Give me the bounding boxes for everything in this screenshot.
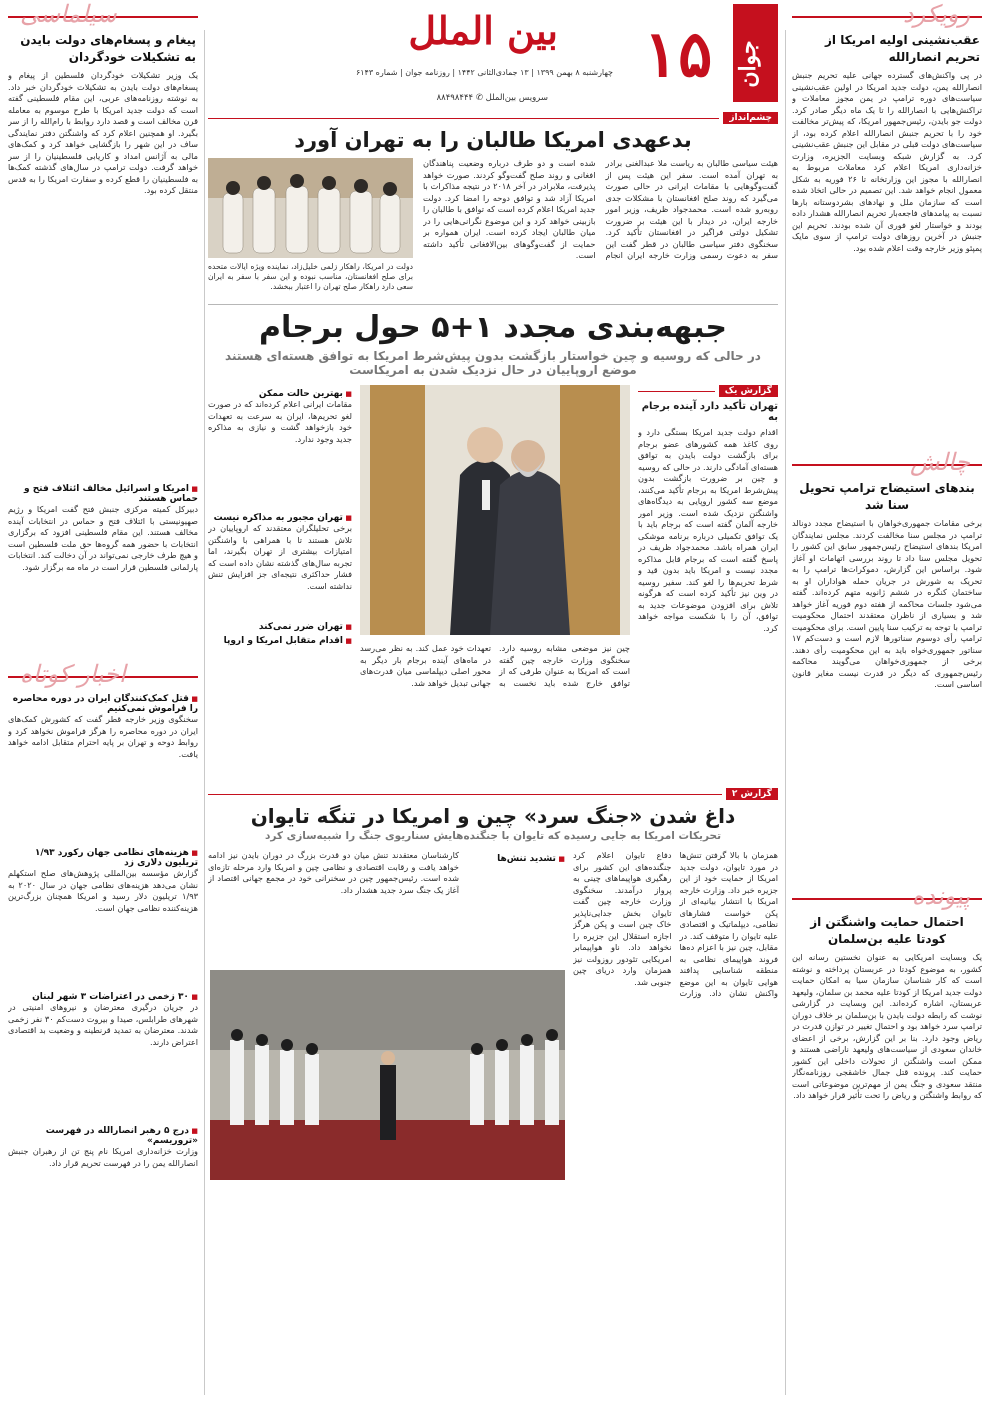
article-body: در پی واکنش‌های گسترده جهانی علیه تحریم جنبش انصارالله یمن، دولت جدید امریکا در اولین عقب‌نشینی سیاست‌های دوره ترامپ در یمن مجوز معاملات و تراکنش‌هایی با انصارالله را تا یک ماه دیگر صادر کرد. دولت جو بایدن، رئیس‌جمهور امریکا، که پیش‌تر مخالفت خود را با تحریم جنبش انصارالله اعلام کرده بود، از سیاست‌های دولت قبلی در مقابل این جنبش عقب‌نشینی کرد. به گزارش شبکه وبسایت الجزیره، وزارت خزانه‌داری امریکا اعلام کرد معاملات مربوط به انصارالله با مجوز این وزارتخانه تا ۲۶ فوریه به شکل معمول انجام خواهد شد. این تصمیم در حالی اتخاذ شده است که سازمان ملل و نهادهای بشردوستانه بارها نسبت به پیامدهای فاجعه‌بار تحریم انصارالله هشدار داده بودند و خواستار لغو فوری آن شده بودند. تحریم این جنبش در آخرین روزهای دولت ترامپ از سوی مایک پمپئو وزیر خارجه وقت اعلام شده بود. bbox=[792, 70, 982, 253]
section-bar bbox=[208, 788, 778, 800]
top-body-2: دولت در امریکا، راهکار زلمی خلیل‌زاد، نماینده ویژه ایالات متحده برای صلح افغانستان، مناسب نبوده و این سفر با سفر به ایران سعی دارد راهکار صلح تهران را اعتبار ببخشد. bbox=[208, 262, 413, 291]
news-body: در جریان درگیری معترضان و نیروهای امنیتی در شهرهای طرابلس، صیدا و بیروت دست‌کم ۳۰ نفر زخمی شدند. معترضان به تمدید قرنطینه و وضعیت بد اقتصادی اعتراض دارند. bbox=[8, 1002, 198, 1047]
taliban-delegation-photo bbox=[208, 158, 413, 258]
top-headline: بدعهدی امریکا طالبان را به تهران آورد bbox=[294, 128, 692, 152]
subhead: ■ تهران مجبور به مذاکره نیست bbox=[208, 513, 352, 523]
section-ribbon-left-1 bbox=[8, 0, 198, 30]
news-title: ■ ۳۰ زخمی در اعتراضات ۳ شهر لبنان bbox=[8, 992, 198, 1002]
section-label: پیونده bbox=[911, 882, 970, 910]
second-story bbox=[208, 850, 778, 1185]
second-subtitle: تحریکات امریکا به جایی رسیده که تایوان با جنگنده‌هایش سناریوی جنگ را شبیه‌سازی کرد bbox=[264, 830, 722, 842]
article-title: بندهای استیضاح ترامپ تحویل سنا شد bbox=[799, 481, 975, 512]
news-title: ■ قتل کمک‌کنندگان ایران در دوره محاصره را فراموش نمی‌کنیم bbox=[8, 694, 198, 714]
main-body-3: مقامات ایرانی اعلام کرده‌اند که در صورت لغو تحریم‌ها، ایران به سرعت به تعهدات خود بازخواهد گشت و نیازی به مذاکره جدید وجود ندارد. bbox=[208, 399, 352, 444]
top-body: هیئت سیاسی طالبان به ریاست ملا عبدالغنی برادر به تهران آمده است. سفر این هیئت پس از گفت‌وگوهایی با مقامات ایرانی در حالی صورت می‌گیرد که روند صلح افغانستان با مشکلات جدی روبه‌رو شده است. محمدجواد ظریف، وزیر امور خارجه ایران، در دیدار با این هیئت بر ضرورت تشکیل دولتی فراگیر در افغانستان تأکید کرد. سخنگوی دفتر سیاسی طالبان در قطر گفت این سفر به دعوت رسمی وزارت خارجه ایران انجام شده است و دو طرف درباره وضعیت پناهندگان افغانی و روند صلح گفت‌وگو کردند. صورت خواهد پذیرفت، ملابرادر در آخر ۲۰۱۸ در نتیجه مذاکرات با امریکا آزاد شد و توافق دوحه را امضا کرد. دولت جدید امریکا اعلام کرده است که توافق با طالبان را بازبینی خواهد کرد و این موضوع نگرانی‌هایی را در میان طالبان ایجاد کرده است. ایران همواره بر حمایت از گفت‌وگوهای بین‌الافغانی تأکید داشته است. bbox=[423, 158, 778, 260]
left-column bbox=[8, 0, 198, 1405]
brand-name: بين الملل bbox=[408, 8, 558, 53]
section-label: رویکرد bbox=[902, 0, 970, 28]
section-ribbon-right-1 bbox=[792, 0, 982, 30]
second-body-2: کارشناسان معتقدند تنش میان دو قدرت بزرگ در دوران بایدن نیز ادامه خواهد یافت و رقابت اقتصادی و نظامی چین و امریکا وارد مرحله تازه‌ای شده است. رئیس‌جمهور چین در سخنرانی خود در مجمع جهانی اقتصاد از آغاز یک جنگ سرد جدید هشدار داد. bbox=[208, 850, 459, 895]
section-label: چالش bbox=[909, 448, 970, 476]
article-body: یک وزیر تشکیلات خودگردان فلسطین از پیغام و پسغام‌های دولت بایدن به تشکیلات خودگردان خبر داد. به نوشته روزنامه‌های عربی، این مقام فلسطینی گفته است که دولت جدید امریکا با طرح موسوم به معامله قرن مخالف است و قصد دارد روابط با رام‌الله را از سر بگیرد. او همچنین اعلام کرد که واشنگتن دفتر نمایندگی ساف در این شهر را بازگشایی خواهد کرد و کمک‌های مالی به آژانس امداد و کاریابی فلسطینیان را از سر خواهد گرفت. دولت ترامپ در سال‌های گذشته کمک‌ها به فلسطینیان را قطع کرده و سفارت امریکا را به قدس منتقل کرده بود. bbox=[8, 70, 198, 195]
article-body: یک وبسایت امریکایی به عنوان نخستین رسانه این کشور، به موضوع کودتا در عربستان پرداخته و نوشته است که کار شناسان سازمان سیا به امکان حمایت دولت جدید امریکا از کودتا علیه محمد بن سلمان، ولیعهد عربستان، اشاره کرده‌اند. این وبسایت در گزارشی نوشت که رابطه دولت بایدن با بن‌سلمان بر خلاف دوران ترامپ سرد خواهد بود و احتمال تغییر در توازن قدرت در ریاض وجود دارد. بنا بر این گزارش، برخی از اعضای خاندان سعودی از سیاست‌های ولیعهد ناراضی هستند و ممکن است واشنگتن از تحولات داخلی این کشور حمایت کند. پرونده قتل جمال خاشقجی روزنامه‌نگار منتقد سعودی و جنگ یمن از مهم‌ترین موضوعاتی است که روابط واشنگتن و ریاض را تحت تأثیر قرار خواهد داد. bbox=[792, 952, 982, 1100]
zarif-maas-photo bbox=[360, 385, 630, 635]
news-body: گزارش مؤسسه بین‌المللی پژوهش‌های صلح استکهلم نشان می‌دهد هزینه‌های نظامی جهان در سال ۲۰۲۰ به ۱/۹۳ تریلیون دلار رسید و امریکا همچنان بزرگ‌ترین هزینه‌کننده نظامی جهان است. bbox=[8, 868, 198, 913]
subhead: ■ امریکا و اسرائیل مخالف ائتلاف فتح و حماس هستند bbox=[8, 484, 198, 504]
main-photo-col bbox=[360, 385, 630, 780]
second-text-row bbox=[208, 850, 565, 970]
issue-info: چهارشنبه ۸ بهمن ۱۳۹۹ | ۱۳ جمادی‌الثانی ۱۴۴۲ | روزنامه جوان | شماره ۶۱۴۳ bbox=[355, 68, 613, 77]
top-story bbox=[208, 158, 778, 298]
paper-logo bbox=[623, 4, 778, 102]
editor-line: سرویس بین‌الملل ✆ ۸۸۴۹۸۴۴۴ bbox=[436, 93, 548, 103]
top-photo-block bbox=[208, 158, 413, 298]
column-divider bbox=[785, 30, 786, 1395]
news-title: ■ درج ۵ رهبر انصارالله در فهرست «تروریسم» bbox=[8, 1126, 198, 1146]
section-ribbon-right-2 bbox=[792, 448, 982, 478]
section-label: اخبار کوتاه bbox=[20, 660, 126, 688]
section-ribbon-right-3 bbox=[792, 882, 982, 912]
center-column bbox=[208, 0, 778, 1405]
subhead: ■ تشدید تنش‌ها bbox=[465, 854, 565, 864]
article-title: عقب‌نشینی اولیه امریکا از تحریم انصارالله bbox=[825, 33, 980, 64]
section-label: سیلماسی bbox=[20, 0, 117, 28]
article-body: برخی مقامات جمهوری‌خواهان با استیضاح مجدد دونالد ترامپ در مجلس سنا مخالفت کردند. مجلس نمایندگان امریکا بندهای استیضاح رئیس‌جمهور سابق این کشور را تحویل مجلس سنا داد تا روند بررسی اتهامات او آغاز شود. براساس این گزارش، دموکرات‌ها ترامپ را به تحریک به شورش در جریان حمله هواداران او به ساختمان کنگره در ششم ژانویه متهم کرده‌اند. گفته می‌شود جلسات محاکمه از هفته دوم فوریه آغاز خواهد شد و بسیاری از ناظران معتقدند احتمال محکومیت ترامپ با توجه به ترکیب سنا پایین است. برای محکومیت ترامپ رأی دوسوم سناتورها لازم است و دست‌کم ۱۷ سناتور جمهوری‌خواه باید به این محکومیت رأی دهند. برخی از جمهوری‌خواهان می‌گویند محاکمه رئیس‌جمهوری که دیگر در قدرت نیست مغایر قانون اساسی است. bbox=[792, 518, 982, 689]
subhead: ■ اقدام متقابل امریکا و اروپا bbox=[208, 636, 352, 646]
page-number: ۱۵ bbox=[643, 17, 713, 92]
main-body-4: برخی تحلیلگران معتقدند که اروپاییان در تلاش هستند تا با همراهی با واشنگتن امتیازات بیشتری از تهران بگیرند، اما تجربه سال‌های گذشته نشان داده است که فشار حداکثری نتیجه‌ای جز افزایش تنش نداشته است. bbox=[208, 523, 352, 591]
right-column bbox=[792, 0, 982, 1405]
main-headline: جبهه‌بندی مجدد ۱+۵ حول برجام bbox=[259, 310, 727, 345]
column-divider bbox=[204, 30, 205, 1395]
editor: سرویس بین‌الملل bbox=[485, 93, 548, 103]
article-title: احتمال حمایت واشنگتن از کودتا علیه بن‌سلمان bbox=[810, 915, 964, 946]
subhead: ■ تهران ضرر نمی‌کند bbox=[208, 622, 352, 632]
xi-guard-photo bbox=[210, 970, 565, 1180]
main-subtitle-2: موضع اروپاییان در حال نزدیک شدن به امریکاست bbox=[349, 363, 637, 377]
news-body: وزارت خزانه‌داری امریکا نام پنج تن از رهبران جنبش انصارالله یمن را در فهرست تحریم قرار داد. bbox=[8, 1146, 198, 1168]
main-story-col-3 bbox=[208, 385, 352, 780]
section-ribbon-left-2 bbox=[8, 660, 198, 690]
subhead: ■ بهترین حالت ممکن bbox=[208, 389, 352, 399]
main-story bbox=[208, 385, 778, 780]
second-body: همزمان با بالا گرفتن تنش‌ها در مورد تایوان، دولت جدید امریکا از حمایت خود از این جزیره خبر داد. وزارت خارجه امریکا با انتشار بیانیه‌ای از پکن خواست فشارهای نظامی، دیپلماتیک و اقتصادی علیه تایوان را متوقف کند. در مقابل، چین نیز با اعزام ده‌ها فروند هواپیمای نظامی به منطقه شناسایی پدافند هوایی تایوان به این موضع واکنش نشان داد. وزارت دفاع تایوان اعلام کرد جنگنده‌های این کشور برای رهگیری هواپیماهای چینی به پرواز درآمدند. سخنگوی وزارت خارجه چین گفت تایوان بخش جدایی‌ناپذیر خاک چین است و پکن هرگز اجازه استقلال این جزیره را نخواهد داد. ناو هواپیمابر امریکایی تئودور روزولت نیز همزمان وارد دریای چین جنوبی شد. bbox=[573, 850, 778, 998]
main-subtitle: در حالی که روسیه و چین خواستار بازگشت بدون پیش‌شرط امریکا به توافق هسته‌ای هستند bbox=[225, 349, 761, 363]
article-title: پیغام و پسغام‌های دولت بایدن به تشکیلات خودگردان bbox=[20, 33, 196, 64]
section-tag: گزارش یک bbox=[719, 385, 778, 397]
second-photo-col bbox=[208, 850, 565, 1185]
masthead bbox=[208, 0, 778, 108]
second-headline: داغ شدن «جنگ سرد» چین و امریکا در تنگه تایوان bbox=[250, 804, 736, 828]
phone: ۸۸۴۹۸۴۴۴ bbox=[436, 93, 474, 103]
second-subhead-block bbox=[465, 850, 565, 970]
section-tag: گزارش ۲ bbox=[726, 788, 778, 800]
section-bar bbox=[208, 112, 778, 124]
main-body-2: چین نیز موضعی مشابه روسیه دارد. سخنگوی وزارت خارجه چین گفته است که امریکا به عنوان طرفی که از توافق خارج شده باید نخست به تعهدات خود عمل کند. به نظر می‌رسد در ماه‌های آینده برجام بار دیگر به محور اصلی دیپلماسی میان قدرت‌های جهانی تبدیل خواهد شد. bbox=[360, 643, 630, 688]
section-bar bbox=[638, 385, 778, 397]
main-lead: تهران تأکید دارد آینده برجام به bbox=[641, 401, 778, 423]
paper-name: جوان bbox=[735, 40, 761, 88]
news-title: ■ هزینه‌های نظامی جهان رکورد ۱/۹۳ تریلیون دلاری زد bbox=[8, 848, 198, 868]
news-body: سخنگوی وزیر خارجه قطر گفت که کشورش کمک‌های ایران در دوره محاصره را هرگز فراموش نخواهد کرد و روابط دوحه و تهران بر پایه احترام متقابل ادامه خواهد یافت. bbox=[8, 714, 198, 759]
section-tag: چشم‌انداز bbox=[723, 112, 778, 124]
main-story-col-1 bbox=[638, 385, 778, 780]
main-body: اقدام دولت جدید امریکا بستگی دارد و روی کاغذ همه کشورهای عضو برجام برای بازگشت دولت بایدن به توافق هسته‌ای آمادگی دارند. در حالی که روسیه و چین بر ضرورت بازگشت بدون پیش‌شرط امریکا به برجام تأکید می‌کنند، موضع سه کشور اروپایی به دیدگاه‌های واشنگتن نزدیک شده است. وزیر امور خارجه آلمان گفته است که برجام باید با یک توافق تکمیلی درباره برنامه موشکی ایران همراه باشد. محمدجواد ظریف در پاسخ گفته است که برجام قابل مذاکره مجدد نیست و امریکا باید بدون قید و شرط تحریم‌ها را لغو کند. سفیر روسیه در وین نیز تأکید کرده است که هرگونه تلاش برای افزودن موضوعات جدید به توافق، آن را با شکست مواجه خواهد کرد. bbox=[638, 427, 778, 633]
article-body: دبیرکل کمیته مرکزی جنبش فتح گفت امریکا و رژیم صهیونیستی با ائتلاف فتح و حماس در انتخابات آینده مخالف هستند. این مقام فلسطینی افزود که برگزاری انتخابات با حضور همه گروه‌ها حق ملت فلسطین است و هیچ طرف خارجی نمی‌تواند در آن دخالت کند. انتخابات پارلمانی فلسطین قرار است در ماه مه برگزار شود. bbox=[8, 504, 198, 572]
